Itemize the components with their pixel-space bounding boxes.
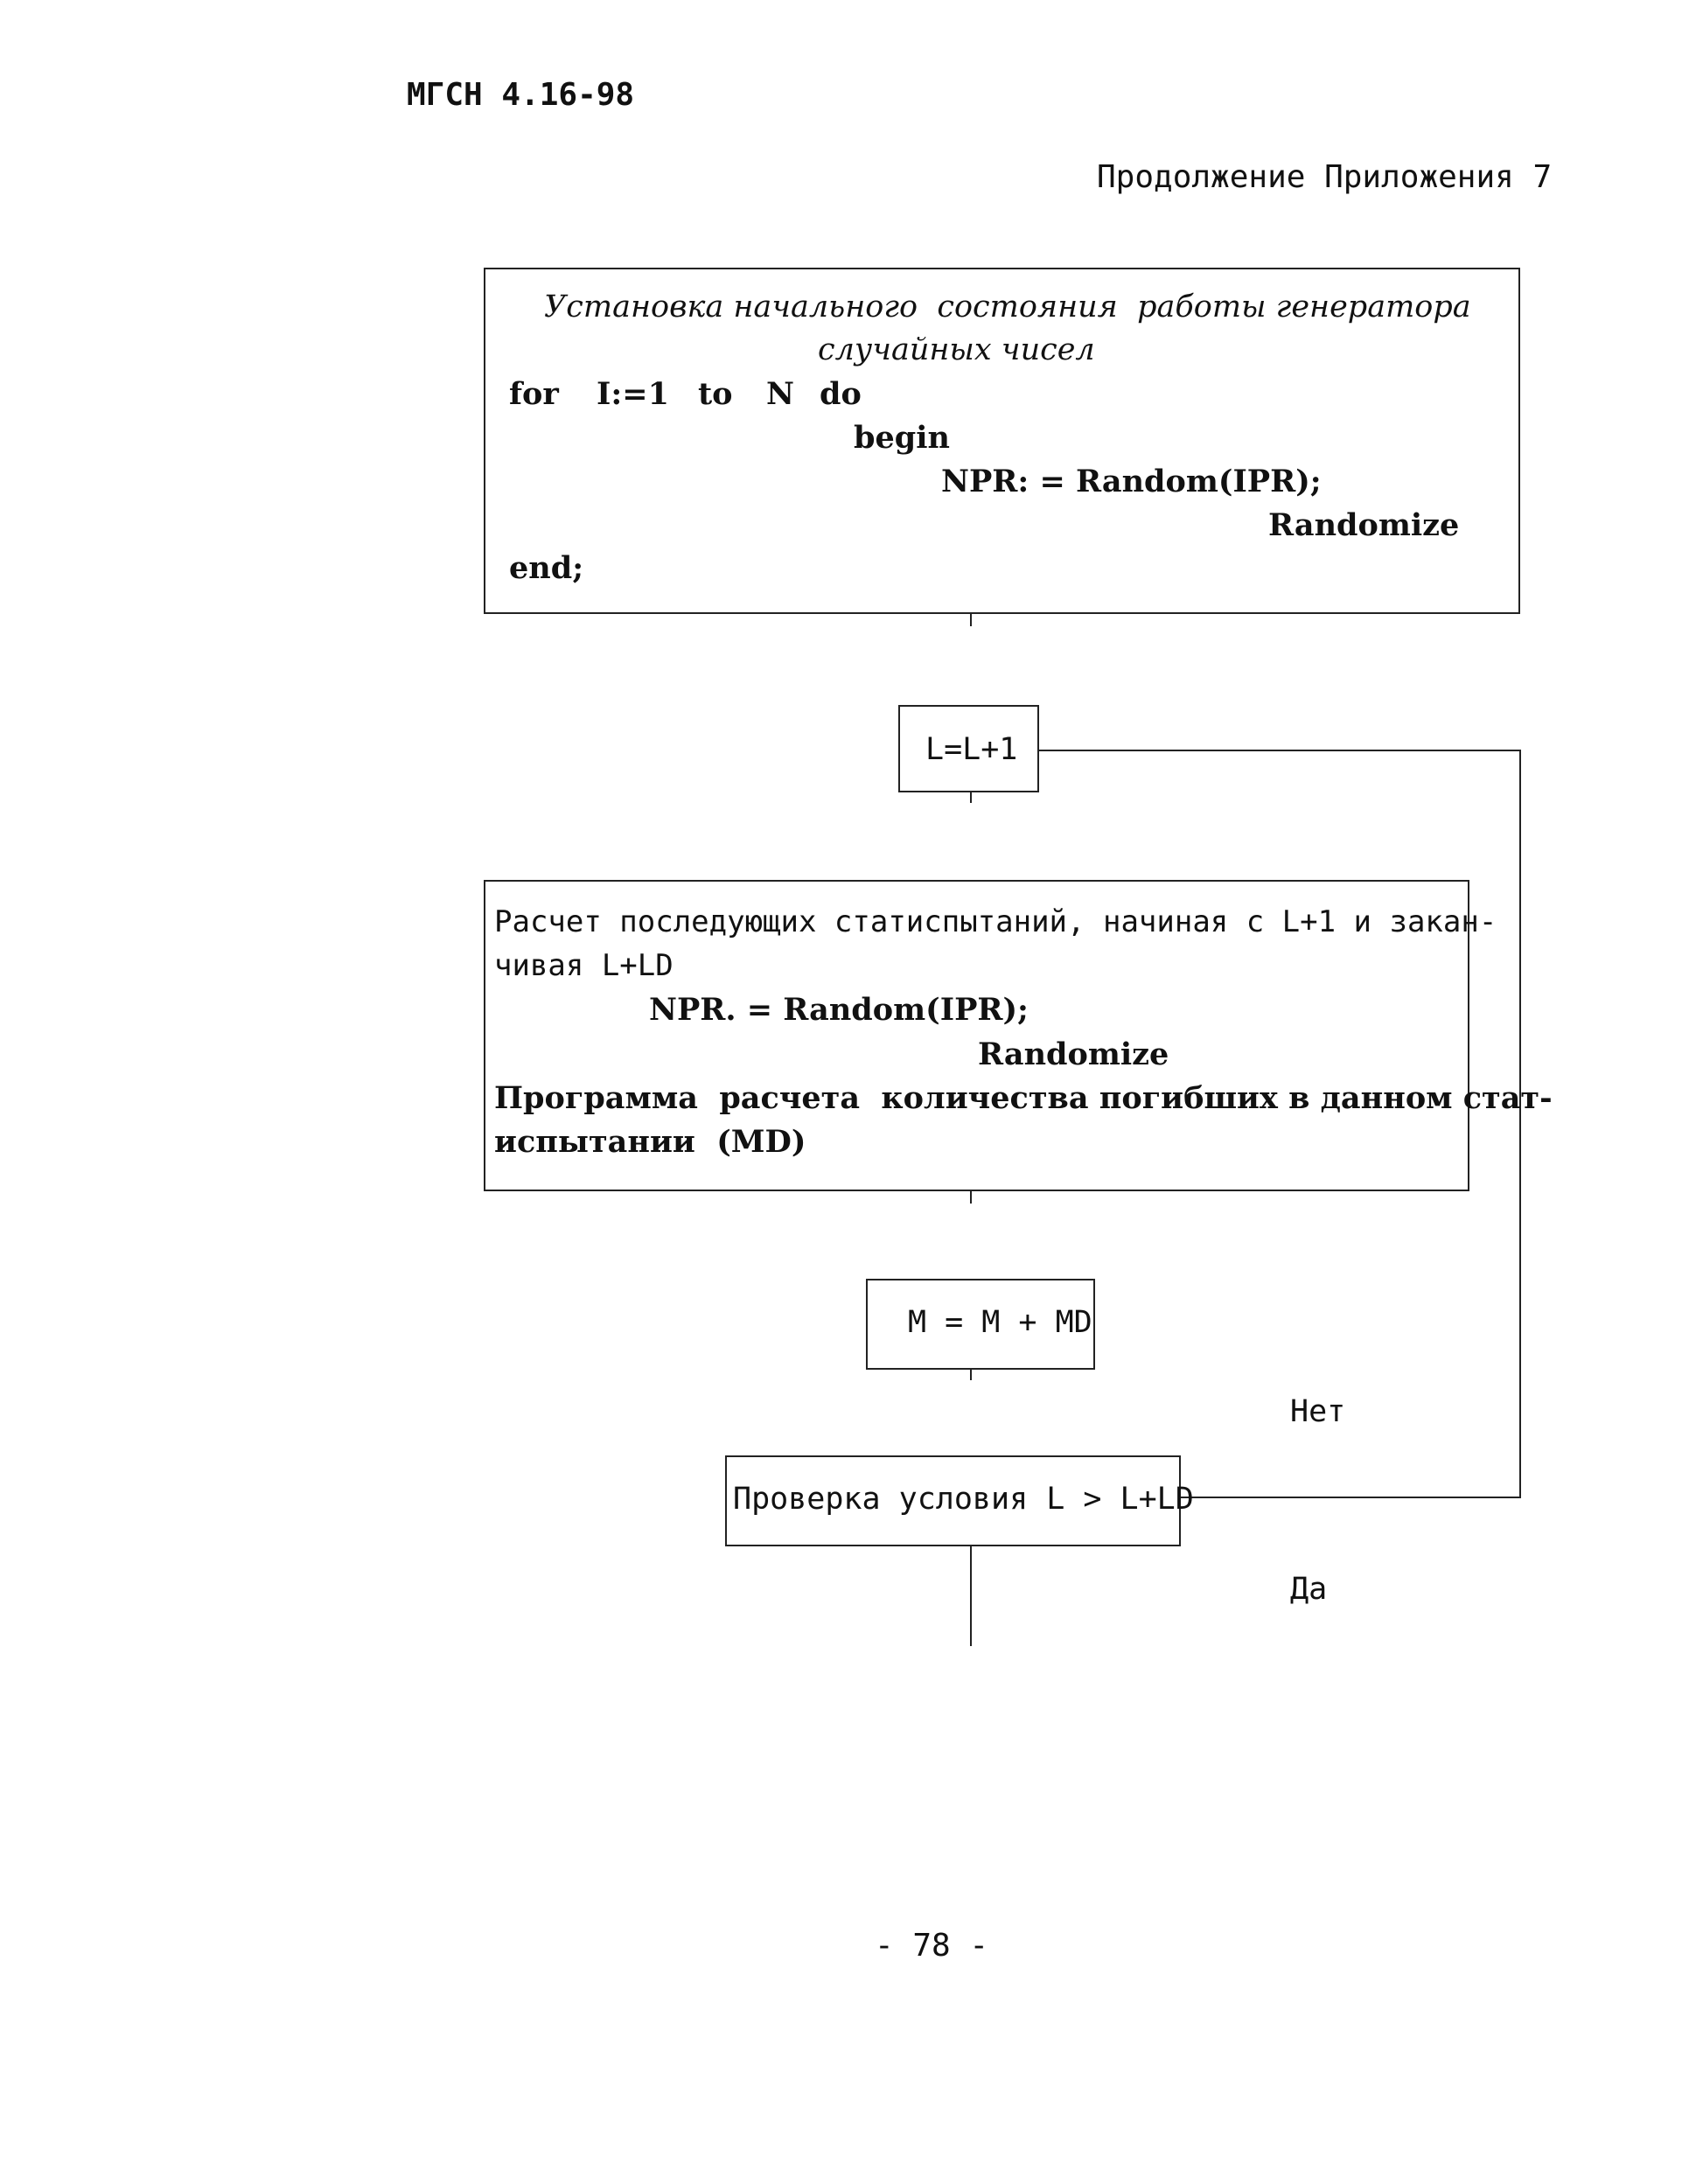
init-title-line2: случайных чисел [818,332,1095,367]
randomize-statement: Randomize [1268,507,1460,543]
program-line1: Программа расчета количества погибших в данном стат- [494,1080,1553,1116]
keyword-do: do [820,376,862,412]
init-title-line1: Установка начального состояния работы генератора [544,290,1471,324]
document-code: МГСН 4.16-98 [407,77,635,113]
program-line2: испытании (MD) [494,1124,806,1160]
keyword-end: end; [509,550,584,586]
randomize-statement-2: Randomize [978,1036,1169,1072]
sum-m-label: M = M + MD [908,1305,1092,1340]
page-number: - 78 - [875,1928,989,1964]
npr-random-statement: NPR: = Random(IPR); [941,464,1322,499]
keyword-to: to [698,376,733,412]
increment-l-label: L=L+1 [925,732,1018,767]
loop-variable: I:=1 [597,376,669,412]
loop-limit: N [766,376,794,412]
npr-random-statement-2: NPR. = Random(IPR); [649,992,1029,1028]
appendix-continuation: Продолжение Приложения 7 [1097,159,1553,195]
branch-yes-label: Да [1290,1572,1328,1607]
condition-check-label: Проверка условия L > L+LD [733,1482,1194,1517]
trials-line1: Расчет последующих статиспытаний, начиная с L+1 и закан- [494,904,1497,939]
keyword-begin: begin [854,420,950,456]
branch-no-label: Нет [1290,1394,1346,1429]
trials-line2: чивая L+LD [494,948,673,983]
keyword-for: for [509,376,559,412]
